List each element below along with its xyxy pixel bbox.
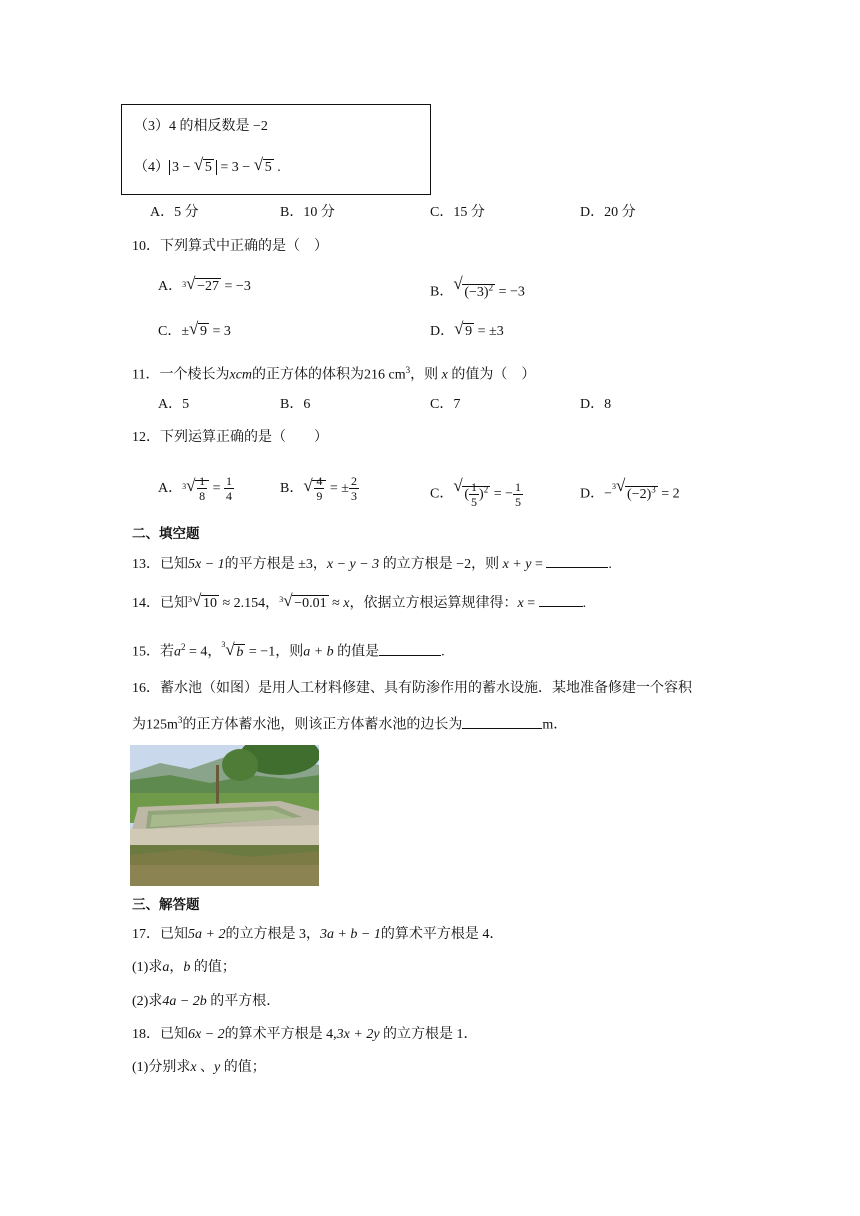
answer-blank[interactable] [462, 714, 542, 729]
q12-option-a[interactable]: A．$^3$ √ $\frac{1}{8}$ = $\frac{1}{4}$ [158, 472, 234, 506]
answer-blank[interactable] [546, 553, 608, 568]
q10-stem: 10．下列算式中正确的是（ ） [132, 239, 328, 254]
q9-option-d[interactable]: D．20 分 [580, 205, 636, 220]
sqrt: √ ( $\frac{1}{5}$ )$^2$ [453, 472, 490, 512]
abs-value: 3 − √ 5 [169, 160, 217, 175]
cube-root [186, 472, 209, 506]
q10-option-c[interactable]: C．±√ 9 = 3 [158, 322, 231, 342]
q17-stem: 17．已知5a + 2的立方根是 3，3a + b − 1的算术平方根是 4． [132, 927, 504, 942]
fraction: √ $\frac{4}{9}$ [316, 474, 323, 504]
cube-root: √ $(-2)^3$ [616, 479, 658, 505]
q11-option-b[interactable]: B．6 [280, 397, 311, 412]
q12-stem: 12．下列运算正确的是（ ） [132, 430, 328, 445]
sqrt: √ 5 [194, 158, 214, 178]
fraction: $\frac{1}{5}$ [514, 479, 521, 509]
q10-option-a[interactable]: A．$^3$√ −27 = −3 [158, 277, 251, 297]
q11-option-d[interactable]: D．8 [580, 397, 612, 412]
box-item-4: （4） 3 − √ 5 = 3 − √ 5 . [134, 158, 281, 178]
cube-root: √ −0.01 [283, 594, 328, 614]
q18-stem: 18．已知6x − 2的算术平方根是 4,3x + 2y 的立方根是 1． [132, 1027, 478, 1042]
answer-blank[interactable] [539, 592, 583, 607]
q12-option-c[interactable]: C．√ ( $\frac{1}{5}$ )$^2$ = − $\frac{1}{5}$ [430, 472, 523, 512]
q16-line1: 16．蓄水池（如图）是用人工材料修建、具有防渗作用的蓄水设施．某地准备修建一个容积 [132, 681, 692, 696]
fraction: $\frac{2}{3}$ [350, 474, 357, 504]
q17-part1: (1)求a，b 的值； [132, 960, 236, 975]
q11-stem: 11．一个棱长为xcm的正方体的体积为216 $cm^3$，则 x 的值为（ ） [132, 365, 536, 383]
reservoir-image [130, 745, 319, 886]
fraction: $\frac{1}{4}$ [226, 474, 233, 504]
fraction: $\frac{1}{5}$ [471, 479, 478, 509]
q11-option-c[interactable]: C．7 [430, 397, 461, 412]
q12-option-b[interactable]: B． √ $\frac{4}{9}$ = ± $\frac{2}{3}$ [280, 472, 359, 506]
q12-option-d[interactable]: D．−$^3$√ $(-2)^3 = 2$ [580, 479, 680, 505]
q9-option-c[interactable]: C．15 分 [430, 205, 485, 220]
answer-blank[interactable] [379, 641, 441, 656]
q14: 14．已知$^3$√ 10 ≈ 2.154，$^3$√ −0.01 ≈ x，依据立方根运算规律得：x = . [132, 592, 586, 614]
sqrt: √ 9 [454, 322, 474, 342]
cube-root: √ 10 [192, 594, 219, 614]
q16-line2: 为$125m^3$的正方体蓄水池，则该正方体蓄水池的边长为 m． [132, 715, 568, 733]
q13: 13．已知5x − 1的平方根是 ±3，x − y − 3 的立方根是 −2，则 x + y = . [132, 553, 612, 575]
section-title-answer: 三、解答题 [132, 897, 200, 913]
q10-option-d[interactable]: D．√ 9 = ±3 [430, 322, 504, 342]
q17-part2: (2)求4a − 2b 的平方根． [132, 994, 281, 1009]
cube-root: √ b [225, 643, 245, 663]
q18-part1: (1)分别求x 、y 的值； [132, 1060, 266, 1075]
sqrt: √ $(-3)^2$ [453, 277, 495, 303]
sqrt [303, 472, 326, 506]
section-title-fill-in: 二、填空题 [132, 526, 200, 542]
sqrt: √ 9 [189, 322, 209, 342]
q10-option-b[interactable]: B．√ $(-3)^2 = -3$ [430, 277, 525, 303]
q15: 15．若$a^2 = 4$，$^3$√ b = −1，则a + b 的值是 . [132, 637, 445, 663]
box-item-3: （3）4 的相反数是 −2 [134, 119, 268, 134]
fraction: √ $\frac{1}{8}$ [199, 474, 206, 504]
cube-root: √ −27 [186, 277, 221, 297]
q9-option-a[interactable]: A．5 分 [150, 205, 199, 220]
sqrt: √ 5 [254, 158, 274, 178]
reservoir-photo [130, 745, 319, 886]
q11-option-a[interactable]: A．5 [158, 397, 190, 412]
q9-option-b[interactable]: B．10 分 [280, 205, 335, 220]
